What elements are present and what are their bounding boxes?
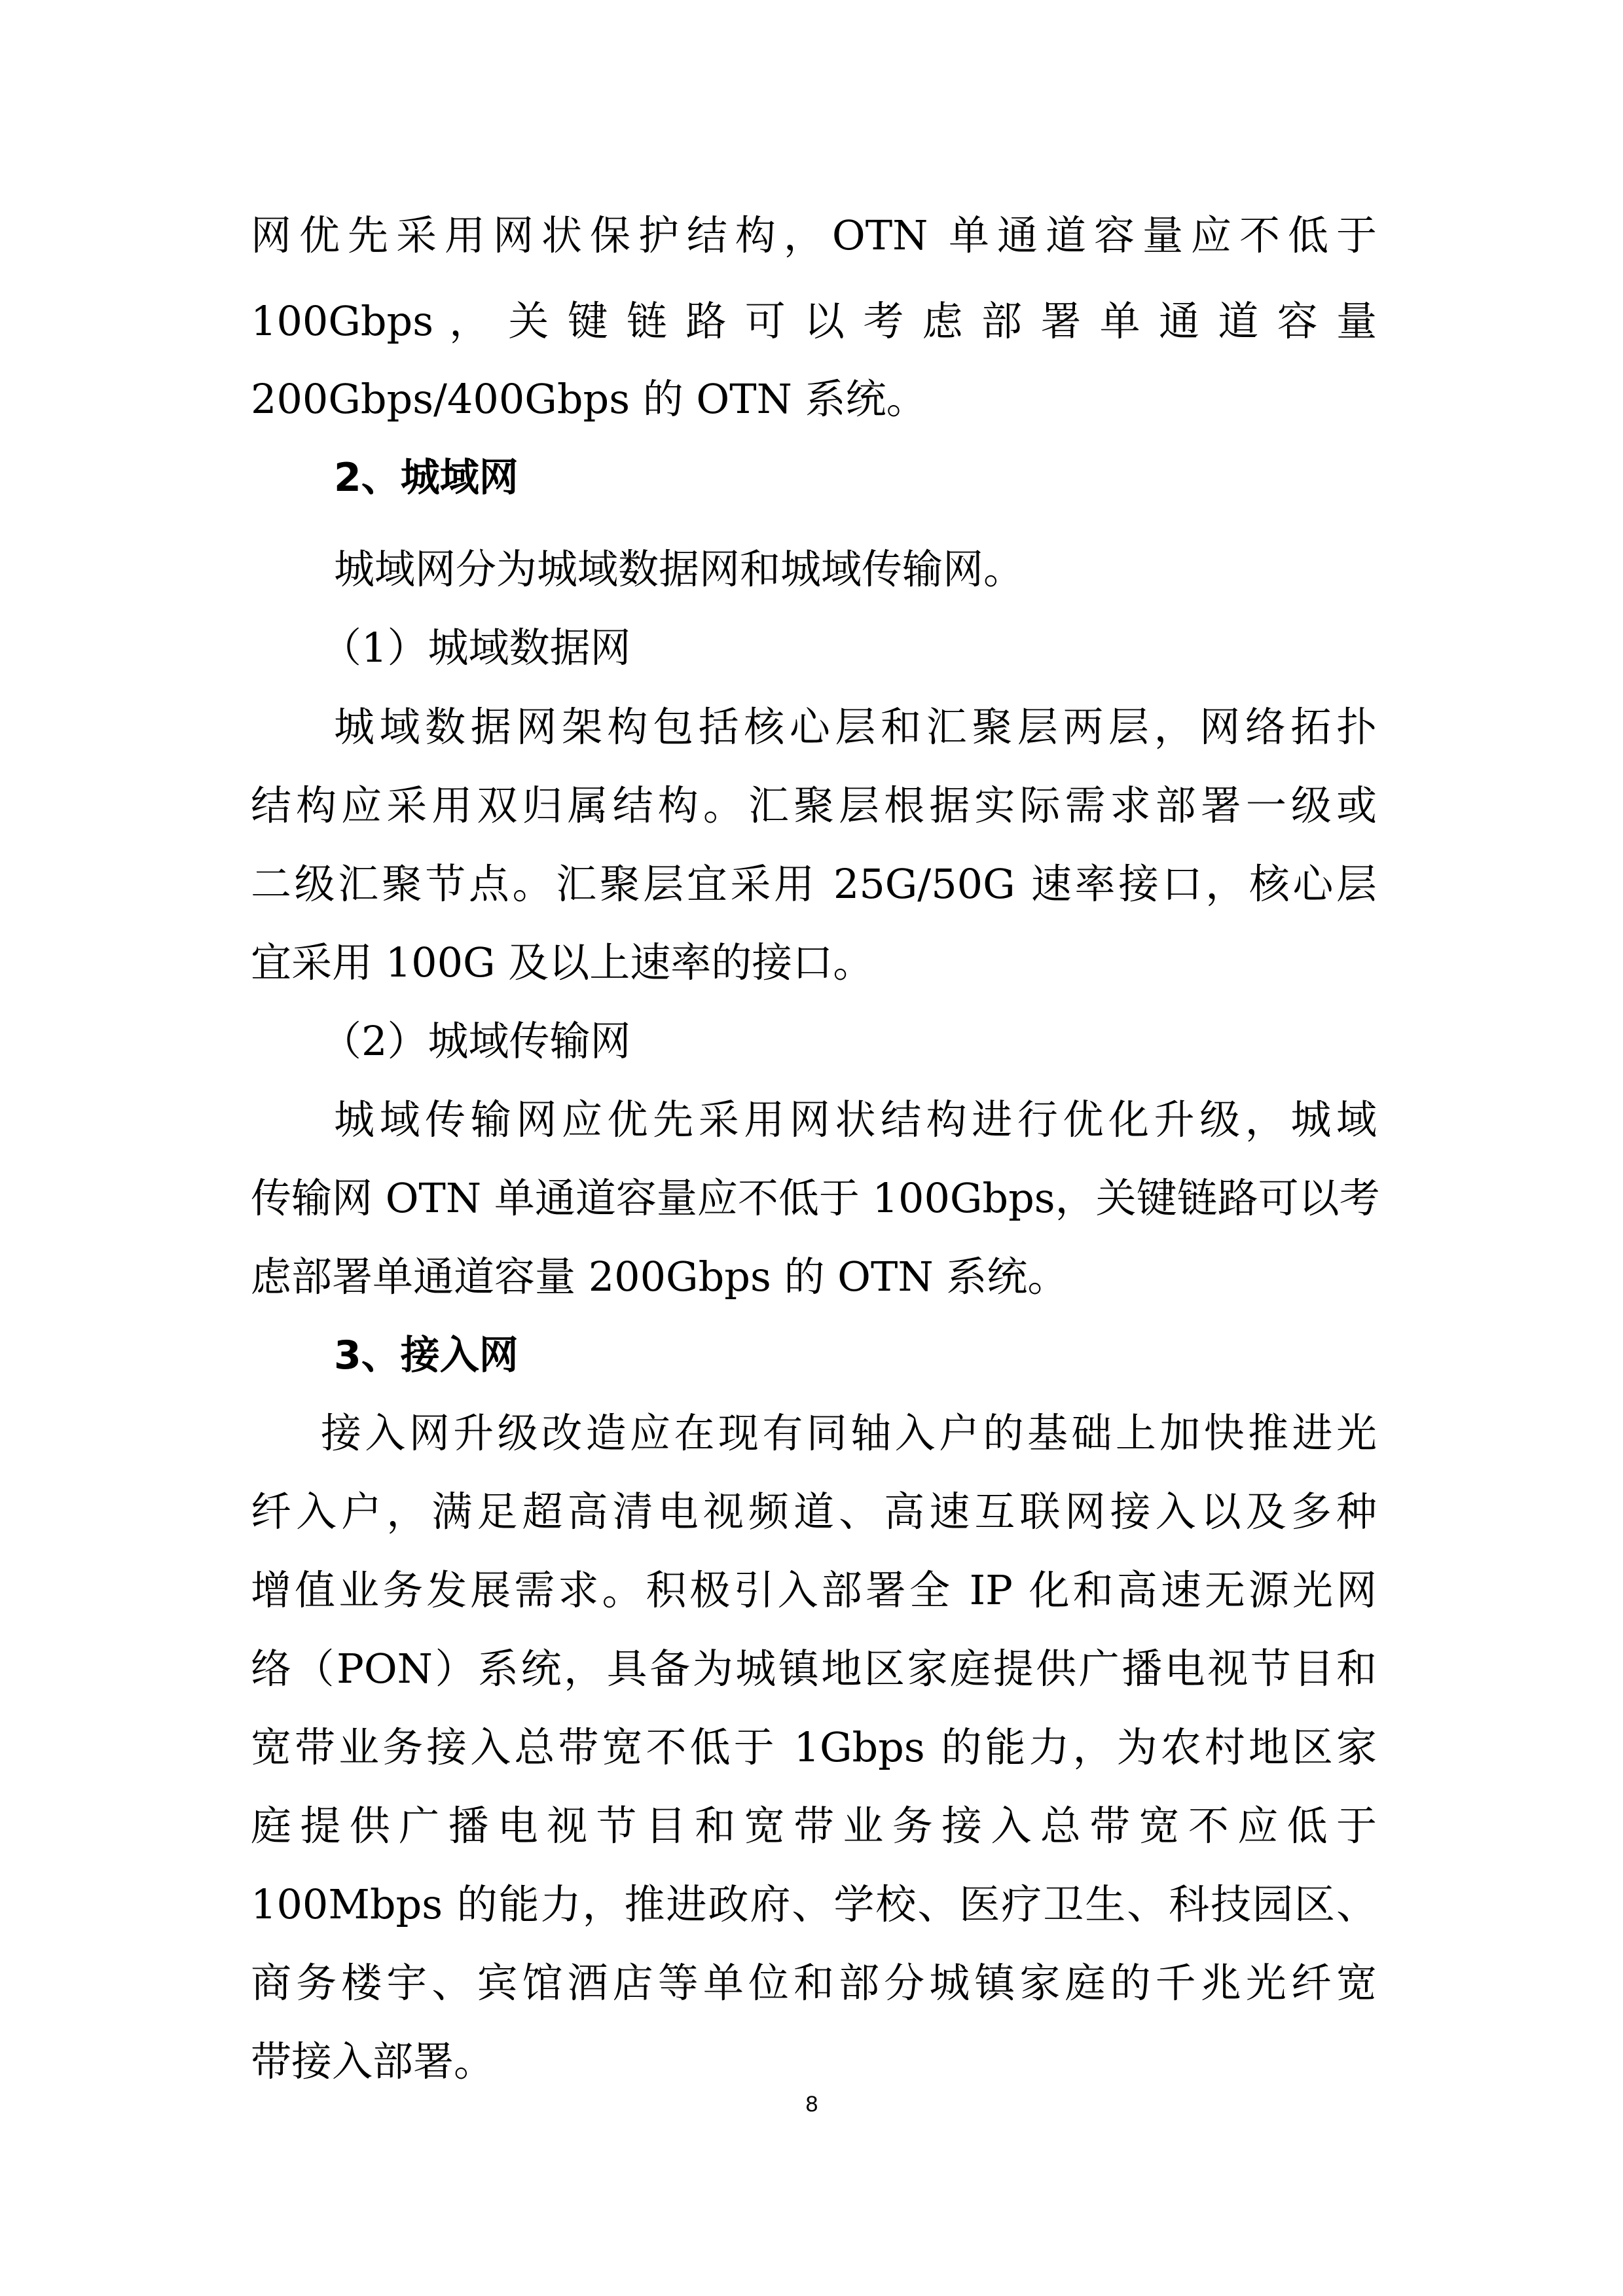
body-text-line: 结构应采用双归属结构。汇聚层根据实际需求部署一级或 bbox=[251, 781, 1377, 829]
body-text-line: 带接入部署。 bbox=[251, 2037, 495, 2085]
body-text-line: 城域传输网应优先采用网状结构进行优化升级，城域 bbox=[334, 1096, 1377, 1143]
body-text-line: 200Gbps/400Gbps 的 OTN 系统。 bbox=[251, 375, 927, 423]
subsection-heading: （2）城域传输网 bbox=[321, 1017, 631, 1065]
body-text-line: 100Mbps 的能力，推进政府、学校、医疗卫生、科技园区、 bbox=[251, 1880, 1377, 1928]
body-text-line: 网优先采用网状保护结构，OTN 单通道容量应不低于 bbox=[251, 211, 1377, 259]
subsection-heading: （1）城域数据网 bbox=[321, 624, 631, 672]
body-text-line: 传输网 OTN 单通道容量应不低于 100Gbps，关键链路可以考 bbox=[251, 1174, 1380, 1222]
body-text-line: 纤入户，满足超高清电视频道、高速互联网接入以及多种 bbox=[251, 1488, 1377, 1535]
body-text-line: 100Gbps ， 关 键 链 路 可 以 考 虑 部 署 单 通 道 容 量 bbox=[251, 297, 1377, 345]
body-text-line: 接入网升级改造应在现有同轴入户的基础上加快推进光 bbox=[321, 1409, 1377, 1457]
body-text-line: 城域网分为城域数据网和城域传输网。 bbox=[334, 545, 1025, 593]
page-number: 8 bbox=[805, 2092, 818, 2117]
body-text-line: 宜采用 100G 及以上速率的接口。 bbox=[251, 939, 874, 986]
body-text-line: 宽带业务接入总带宽不低于 1Gbps 的能力，为农村地区家 bbox=[251, 1723, 1377, 1771]
body-text-line: 商务楼宇、宾馆酒店等单位和部分城镇家庭的千兆光纤宽 bbox=[251, 1959, 1377, 2007]
section-heading: 3、接入网 bbox=[334, 1333, 519, 1378]
body-text-line: 庭提供广播电视节目和宽带业务接入总带宽不应低于 bbox=[251, 1802, 1377, 1850]
body-text-line: 城域数据网架构包括核心层和汇聚层两层，网络拓扑 bbox=[334, 703, 1377, 751]
section-heading: 2、城域网 bbox=[334, 455, 519, 501]
body-text-line: 二级汇聚节点。汇聚层宜采用 25G/50G 速率接口，核心层 bbox=[251, 860, 1377, 908]
body-text-line: 增值业务发展需求。积极引入部署全 IP 化和高速无源光网 bbox=[251, 1566, 1377, 1614]
body-text-line: 络（PON）系统，具备为城镇地区家庭提供广播电视节目和 bbox=[251, 1645, 1377, 1693]
body-text-line: 虑部署单通道容量 200Gbps 的 OTN 系统。 bbox=[251, 1253, 1068, 1300]
